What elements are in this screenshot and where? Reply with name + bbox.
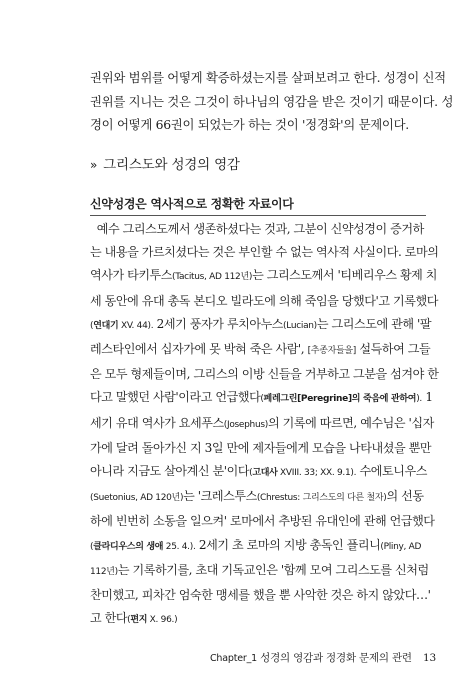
body-line bbox=[90, 313, 432, 338]
source-note: (Pliny, AD bbox=[380, 541, 422, 552]
body-line bbox=[90, 559, 429, 584]
footer-chapter: Chapter_1 bbox=[210, 653, 257, 664]
body-text: 2세기 초 로마의 지방 총독인 플리니 bbox=[195, 537, 381, 552]
body-text: 1 bbox=[421, 390, 433, 405]
body-paragraph bbox=[90, 218, 439, 632]
body-line bbox=[90, 412, 434, 437]
citation-title: 고대사 bbox=[252, 468, 278, 479]
section-marker: » bbox=[90, 158, 98, 172]
body-text: 2세기 풍자가 루치아누스 bbox=[153, 316, 284, 331]
body-line bbox=[90, 218, 426, 241]
body-line bbox=[90, 485, 426, 510]
body-line: 는 내용을 가르치셨다는 것은 부인할 수 없는 역사적 사실이다. 로마의 bbox=[90, 245, 439, 260]
source-note: (Suetonius, AD 120년) bbox=[90, 493, 184, 504]
body-text: 는 기록하기를, 초대 기독교인은 '함께 모여 그리스도를 신처럼 bbox=[117, 562, 429, 577]
citation: (편지 X. 96.) bbox=[127, 615, 178, 626]
body-line bbox=[90, 386, 433, 411]
source-note: (Lucian) bbox=[283, 320, 317, 331]
intro-line: 권위를 지니는 것은 그것이 하나님의 영감을 받은 것이기 때문이다. 성 bbox=[90, 93, 454, 109]
subsection-heading: 신약성경은 역사적으로 정확한 자료이다 bbox=[90, 197, 294, 211]
citation-title: 편지 bbox=[130, 615, 148, 626]
body-text: 의 기록에 따르면, 예수님은 '십자 bbox=[267, 415, 434, 430]
body-line bbox=[90, 264, 438, 289]
citation-title: 페레그린[Peregrine]의 죽음에 관하여 bbox=[263, 394, 417, 405]
subsection-underline bbox=[90, 215, 426, 216]
intro-line: 경이 어떻게 66권이 되었는가 하는 것이 '정경화'의 문제이다. bbox=[90, 117, 409, 132]
section-heading bbox=[90, 153, 240, 173]
citation: (연대기 XV. 44). bbox=[90, 320, 154, 331]
body-line: 찬미했고, 피차간 엄숙한 맹세를 했을 뿐 사악한 것은 하지 않았다…' bbox=[90, 588, 431, 603]
body-text: 는 '크레스투스 bbox=[183, 489, 257, 504]
running-footer bbox=[210, 650, 436, 665]
page-number: 13 bbox=[423, 652, 436, 664]
citation: (페레그린[Peregrine]의 죽음에 관하여). bbox=[260, 394, 422, 405]
body-text: 세기 유대 역사가 요세푸스 bbox=[90, 415, 224, 430]
body-text: 고 한다 bbox=[90, 611, 128, 626]
body-text: 는 그리스도에 관해 '팔 bbox=[316, 316, 432, 331]
body-line: 가에 달려 돌아가신 지 3일 만에 제자들에게 모습을 나타내셨을 뿐만 bbox=[90, 440, 432, 455]
section-title: 그리스도와 성경의 영감 bbox=[103, 157, 240, 173]
body-text: 아니라 지금도 살아계신 분'이다 bbox=[90, 464, 250, 479]
body-text: 는 그리스도께서 '티베리우스 황제 치 bbox=[252, 268, 438, 283]
intro-line: 권위와 범위를 어떻게 확증하셨는지를 살펴보려고 한다. 성경이 신적 bbox=[90, 70, 446, 85]
footer-title: 성경의 영감과 정경화 문제의 관련 bbox=[260, 652, 412, 664]
body-line bbox=[90, 534, 426, 559]
body-text: 역사가 타키투스 bbox=[90, 268, 173, 283]
body-line bbox=[90, 607, 426, 632]
citation: (클라디우스의 생애 25. 4.). bbox=[90, 541, 196, 552]
source-note: 112년) bbox=[90, 566, 118, 577]
citation-title: 클라디우스의 생애 bbox=[93, 541, 164, 552]
source-note: (Josephus) bbox=[223, 419, 268, 430]
body-text: 설득하여 그들 bbox=[356, 342, 431, 357]
body-line bbox=[90, 338, 431, 363]
body-text: 의 선동 bbox=[386, 489, 424, 504]
citation: (고대사 XVIII. 33; XX. 9.1). bbox=[249, 468, 357, 479]
source-note: (Chrestus: 그리스도의 다른 철자) bbox=[256, 493, 387, 504]
body-line: 하에 빈번히 소동을 일으켜' 로마에서 추방된 유대인에 관해 언급했다 bbox=[90, 514, 435, 529]
body-text: 수에토니우스 bbox=[356, 464, 427, 479]
intro-paragraph bbox=[90, 66, 454, 137]
citation-title: 연대기 bbox=[93, 320, 119, 331]
body-line bbox=[90, 460, 426, 485]
body-text: 예수 그리스도께서 생존하셨다는 것과, 그분이 신약성경이 증거하 bbox=[96, 222, 424, 236]
body-line: 세 동안에 유대 총독 본디오 빌라도에 의해 죽임을 당했다'고 기록했다 bbox=[90, 293, 438, 308]
body-line: 은 모두 형제들이며, 그리스의 이방 신들을 거부하고 그분을 섬겨야 한 bbox=[90, 367, 439, 382]
body-text: 레스타인에서 십자가에 못 박혀 죽은 사람', bbox=[90, 342, 308, 357]
body-text: 다고 말했던 사람'이라고 언급했다 bbox=[90, 390, 261, 405]
bracket-note: [추종자들을] bbox=[307, 346, 356, 357]
source-note: (Tacitus, AD 112년) bbox=[172, 272, 253, 283]
